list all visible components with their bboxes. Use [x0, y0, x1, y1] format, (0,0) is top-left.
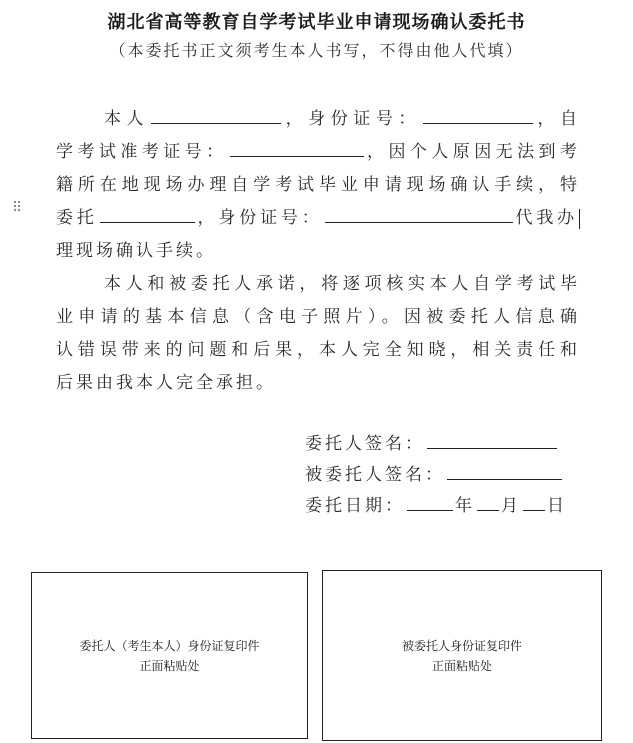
body-line-5: 理现场确认手续。: [56, 241, 216, 261]
body-para2-line-4: 后果由我本人完全承担。: [56, 373, 276, 393]
agent-signature-row: 被委托人签名：: [305, 459, 567, 490]
principal-id-blank[interactable]: [423, 103, 533, 124]
agent-name-blank[interactable]: [100, 202, 195, 223]
body-para2-line-1: 本人和被委托人承诺，将逐项核实本人自学考试毕: [104, 274, 580, 294]
agent-id-blank[interactable]: [325, 202, 513, 223]
principal-box-line-2: 正面粘贴处: [139, 658, 200, 673]
body-line-3: 籍所在地现场办理自学考试毕业申请现场确认手续，特: [56, 175, 580, 195]
principal-box-line-1: 委托人（考生本人）身份证复印件: [79, 638, 260, 653]
exam-number-blank[interactable]: [230, 136, 364, 157]
principal-name-blank[interactable]: [151, 103, 281, 124]
drag-handle-icon[interactable]: ⠿: [12, 200, 21, 216]
month-blank[interactable]: [477, 490, 499, 511]
body-para2-line-2: 业申请的基本信息（含电子照片）。因被委托人信息确: [56, 307, 580, 327]
body-line-2: 学考试准考证号： ，因个人原因无法到考: [56, 136, 580, 169]
body-line-1: 本人 ，身份证号： ，自: [56, 103, 580, 136]
text-cursor: [579, 209, 580, 229]
day-blank[interactable]: [523, 490, 545, 511]
agent-signature-blank[interactable]: [447, 459, 562, 480]
agent-box-line-2: 正面粘贴处: [431, 658, 492, 673]
principal-signature-row: 委托人签名：: [305, 428, 567, 459]
body-line-4: 委托 ，身份证号： 代我办: [56, 202, 580, 235]
signature-block: [305, 428, 567, 521]
principal-id-copy-box: [31, 572, 308, 739]
agent-id-copy-box: [322, 570, 602, 741]
document-title: 湖北省高等教育自学考试毕业申请现场确认委托书: [107, 12, 526, 33]
principal-signature-blank[interactable]: [427, 428, 557, 449]
document-body: [56, 103, 580, 400]
year-blank[interactable]: [407, 490, 453, 511]
body-para2-line-3: 认错误带来的问题和后果，本人完全知晓，相关责任和: [56, 340, 580, 360]
date-row: 委托日期： 年 月 日: [305, 490, 567, 521]
agent-box-line-1: 被委托人身份证复印件: [401, 638, 522, 653]
document-subtitle: （本委托书正文须考生本人书写，不得由他人代填）: [109, 41, 524, 60]
